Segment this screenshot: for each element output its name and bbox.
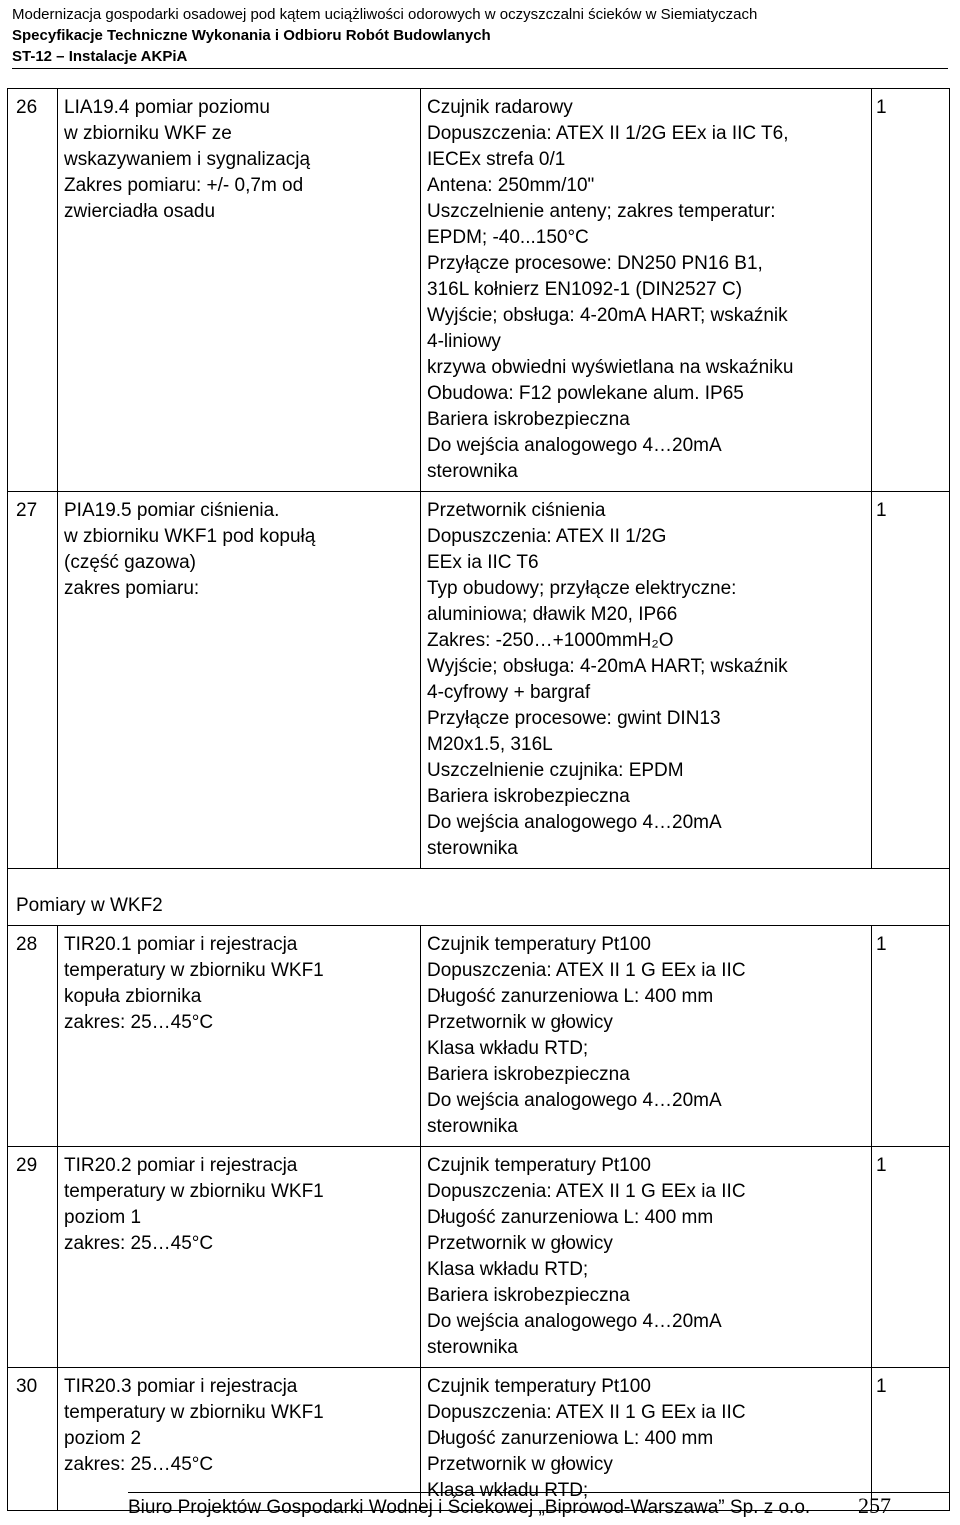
specification-line: Przetwornik w głowicy bbox=[427, 1454, 613, 1475]
description-line: zakres: 25…45°C bbox=[64, 1233, 214, 1254]
table-body-wkf1 bbox=[8, 89, 950, 869]
specification-line: Czujnik temperatury Pt100 bbox=[427, 1376, 651, 1397]
description-line: poziom 1 bbox=[64, 1207, 142, 1228]
specification-line: Dopuszczenia: ATEX II 1 G EEx ia IIC bbox=[427, 1181, 746, 1202]
table-row bbox=[8, 1368, 950, 1511]
specification-line: Do wejścia analogowego 4…20mA bbox=[427, 1090, 722, 1111]
description-line: w zbiorniku WKF1 pod kopułą bbox=[64, 526, 316, 547]
specification-line: IECEx strefa 0/1 bbox=[427, 149, 566, 170]
row-number: 28 bbox=[8, 926, 58, 1147]
table-row bbox=[8, 926, 950, 1147]
table-row bbox=[8, 492, 950, 869]
specification-line: Bariera iskrobezpieczna bbox=[427, 786, 630, 807]
specification-line: Klasa wkładu RTD; bbox=[427, 1038, 589, 1059]
specification-line: Bariera iskrobezpieczna bbox=[427, 409, 630, 430]
row-number: 30 bbox=[8, 1368, 58, 1511]
specification-line: Przetwornik ciśnienia bbox=[427, 500, 606, 521]
specification-line: Długość zanurzeniowa L: 400 mm bbox=[427, 1207, 714, 1228]
specification-line: Czujnik temperatury Pt100 bbox=[427, 934, 651, 955]
specification-line: Obudowa: F12 powlekane alum. IP65 bbox=[427, 383, 744, 404]
description-line: zakres pomiaru: bbox=[64, 578, 200, 599]
specification-line: Przetwornik w głowicy bbox=[427, 1012, 613, 1033]
table-section-wkf2 bbox=[8, 869, 950, 926]
description-line: TIR20.1 pomiar i rejestracja bbox=[64, 934, 298, 955]
description-line: temperatury w zbiorniku WKF1 bbox=[64, 1402, 324, 1423]
specification-line: Do wejścia analogowego 4…20mA bbox=[427, 435, 722, 456]
row-quantity: 1 bbox=[872, 492, 950, 869]
row-number: 29 bbox=[8, 1147, 58, 1368]
row-specification bbox=[421, 89, 872, 492]
row-quantity: 1 bbox=[872, 1368, 950, 1511]
row-specification bbox=[421, 1147, 872, 1368]
page-number: 257 bbox=[858, 1493, 891, 1518]
specification-line: Uszczelnienie anteny; zakres temperatur: bbox=[427, 201, 776, 222]
specification-line: Dopuszczenia: ATEX II 1/2G EEx ia IIC T6, bbox=[427, 123, 789, 144]
description-line: zakres: 25…45°C bbox=[64, 1454, 214, 1475]
specification-line: 316L kołnierz EN1092-1 (DIN2527 C) bbox=[427, 279, 743, 300]
description-line: poziom 2 bbox=[64, 1428, 142, 1449]
specification-line: Dopuszczenia: ATEX II 1 G EEx ia IIC bbox=[427, 1402, 746, 1423]
row-description bbox=[58, 89, 421, 492]
table-row bbox=[8, 1147, 950, 1368]
row-description bbox=[58, 492, 421, 869]
equipment-table bbox=[7, 88, 950, 1511]
document-footer bbox=[128, 1492, 950, 1518]
specification-line: Przyłącze procesowe: DN250 PN16 B1, bbox=[427, 253, 763, 274]
specification-line: Dopuszczenia: ATEX II 1/2G bbox=[427, 526, 667, 547]
row-specification bbox=[421, 926, 872, 1147]
specification-line: 4-liniowy bbox=[427, 331, 501, 352]
specification-line: Zakres: -250…+1000mmH₂O bbox=[427, 630, 674, 651]
row-specification bbox=[421, 492, 872, 869]
description-line: zakres: 25…45°C bbox=[64, 1012, 214, 1033]
row-quantity: 1 bbox=[872, 926, 950, 1147]
header-subtitle: Specyfikacje Techniczne Wykonania i Odbioru Robót Budowlanych bbox=[12, 27, 491, 44]
header-title: Modernizacja gospodarki osadowej pod kątem uciążliwości odorowych w oczyszczalni ścieków w Siemiatyczach bbox=[12, 6, 758, 23]
specification-line: Klasa wkładu RTD; bbox=[427, 1259, 589, 1280]
row-description bbox=[58, 926, 421, 1147]
description-line: (część gazowa) bbox=[64, 552, 196, 573]
specification-line: Wyjście; obsługa: 4-20mA HART; wskaźnik bbox=[427, 656, 788, 677]
section-row bbox=[8, 869, 950, 920]
specification-line: Długość zanurzeniowa L: 400 mm bbox=[427, 986, 714, 1007]
specification-line: sterownika bbox=[427, 838, 518, 859]
row-number: 27 bbox=[8, 492, 58, 869]
specification-line: sterownika bbox=[427, 1116, 518, 1137]
specification-line: Klasa wkładu RTD; bbox=[427, 1480, 589, 1501]
description-line: wskazywaniem i sygnalizacją bbox=[64, 149, 311, 170]
specification-line: krzywa obwiedni wyświetlana na wskaźniku bbox=[427, 357, 794, 378]
specification-line: aluminiowa; dławik M20, IP66 bbox=[427, 604, 678, 625]
section-title: Pomiary w WKF2 bbox=[8, 869, 950, 920]
specification-line: Antena: 250mm/10" bbox=[427, 175, 595, 196]
specification-line: EPDM; -40...150°C bbox=[427, 227, 589, 248]
description-line: LIA19.4 pomiar poziomu bbox=[64, 97, 270, 118]
specification-line: Przyłącze procesowe: gwint DIN13 bbox=[427, 708, 721, 729]
header-section: ST-12 – Instalacje AKPiA bbox=[12, 48, 188, 65]
row-description bbox=[58, 1368, 421, 1511]
row-specification bbox=[421, 1368, 872, 1511]
specification-line: Do wejścia analogowego 4…20mA bbox=[427, 1311, 722, 1332]
description-line: PIA19.5 pomiar ciśnienia. bbox=[64, 500, 280, 521]
specification-line: M20x1.5, 316L bbox=[427, 734, 553, 755]
specification-line: Bariera iskrobezpieczna bbox=[427, 1064, 630, 1085]
specification-line: Bariera iskrobezpieczna bbox=[427, 1285, 630, 1306]
row-quantity: 1 bbox=[872, 89, 950, 492]
footer-text: Biuro Projektów Gospodarki Wodnej i Ściekowej „Biprowod-Warszawa” Sp. z o.o. bbox=[128, 1497, 811, 1518]
specification-line: sterownika bbox=[427, 1337, 518, 1358]
row-description bbox=[58, 1147, 421, 1368]
description-line: kopuła zbiornika bbox=[64, 986, 202, 1007]
description-line: zwierciadła osadu bbox=[64, 201, 216, 222]
specification-line: Dopuszczenia: ATEX II 1 G EEx ia IIC bbox=[427, 960, 746, 981]
specification-line: sterownika bbox=[427, 461, 518, 482]
table-row bbox=[8, 89, 950, 492]
table-body-wkf2 bbox=[8, 926, 950, 1511]
specification-line: Typ obudowy; przyłącze elektryczne: bbox=[427, 578, 737, 599]
specification-line: Wyjście; obsługa: 4-20mA HART; wskaźnik bbox=[427, 305, 788, 326]
row-quantity: 1 bbox=[872, 1147, 950, 1368]
row-number: 26 bbox=[8, 89, 58, 492]
specification-line: Czujnik radarowy bbox=[427, 97, 573, 118]
specification-line: Uszczelnienie czujnika: EPDM bbox=[427, 760, 684, 781]
description-line: TIR20.3 pomiar i rejestracja bbox=[64, 1376, 298, 1397]
description-line: Zakres pomiaru: +/- 0,7m od bbox=[64, 175, 304, 196]
specification-line: Do wejścia analogowego 4…20mA bbox=[427, 812, 722, 833]
description-line: temperatury w zbiorniku WKF1 bbox=[64, 1181, 324, 1202]
specification-line: 4-cyfrowy + bargraf bbox=[427, 682, 591, 703]
specification-line: Długość zanurzeniowa L: 400 mm bbox=[427, 1428, 714, 1449]
description-line: w zbiorniku WKF ze bbox=[64, 123, 232, 144]
specification-line: EEx ia IIC T6 bbox=[427, 552, 539, 573]
description-line: TIR20.2 pomiar i rejestracja bbox=[64, 1155, 298, 1176]
description-line: temperatury w zbiorniku WKF1 bbox=[64, 960, 324, 981]
specification-line: Przetwornik w głowicy bbox=[427, 1233, 613, 1254]
document-header bbox=[12, 4, 948, 69]
specification-line: Czujnik temperatury Pt100 bbox=[427, 1155, 651, 1176]
